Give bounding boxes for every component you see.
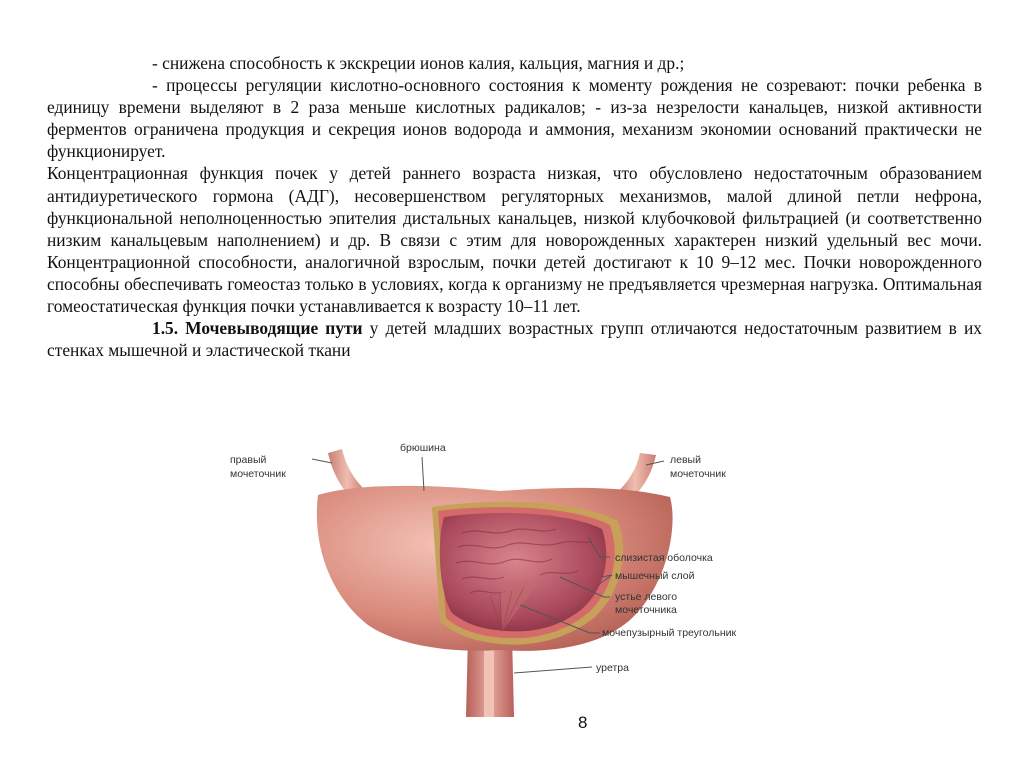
section-heading: 1.5. Мочевыводящие пути <box>152 318 363 339</box>
label-right-ureter-line2: мочеточник <box>230 468 286 480</box>
paragraph-excretion: - снижена способность к экскреции ионов калия, кальция, магния и др.; <box>152 53 685 73</box>
label-mucosa: слизистая оболочка <box>615 552 713 564</box>
label-peritoneum: брюшина <box>400 442 446 454</box>
page-number: 8 <box>578 713 588 732</box>
label-muscle-layer: мышечный слой <box>615 570 695 582</box>
label-orifice-line1: устье левого <box>615 591 678 603</box>
label-right-ureter-line1: правый <box>230 454 267 466</box>
paragraph-acid-base: - процессы регуляции кислотно-основного состояния к моменту рождения не созревают: почки ребенка в единицу времени выделяют в 2 раза меньше кислотных радикалов; - из-за незрелости канальцев, низкой активности ферментов ограничена продукция и секреция ионов водорода и аммония, механизм экономии оснований практически не функционирует. <box>47 75 982 162</box>
label-orifice-line2: мочеточника <box>615 604 677 616</box>
label-trigone: мочепузырный треугольник <box>602 627 737 639</box>
page-text <box>47 52 982 361</box>
label-urethra: уретра <box>596 662 629 674</box>
paragraph-concentration: Концентрационная функция почек у детей раннего возраста низкая, что обусловлено недостаточным образованием антидиуретического гормона (АДГ), несовершенством регуляторных механизмов, малой длиной петли нефрона, функциональной неполноценностью эпителия дистальных канальцев, низкой клубочковой фильтрацией (и соответственно низким канальцевым наполнением) и др. В связи с этим для новорожденных характерен низкий удельный вес мочи. Концентрационной способности, аналогичной взрослым, почки детей достигают к 10 9–12 мес. Почки новорожденного способны обеспечивать гомеостаз только в условиях, когда к организму не предъявляется чрезмерная нагрузка. Оптимальная гомеостатическая функция почки устанавливается к возрасту 10–11 лет. <box>47 163 982 317</box>
section-heading-text: у детей младших возрастных групп отличаются недостаточным развитием в их стенках мышечной и эластической ткани <box>47 318 982 361</box>
bladder-illustration <box>200 435 800 725</box>
label-left-ureter-line1: левый <box>670 454 701 466</box>
paragraph-urinary-tract <box>47 317 982 361</box>
label-left-ureter-line2: мочеточник <box>670 468 726 480</box>
